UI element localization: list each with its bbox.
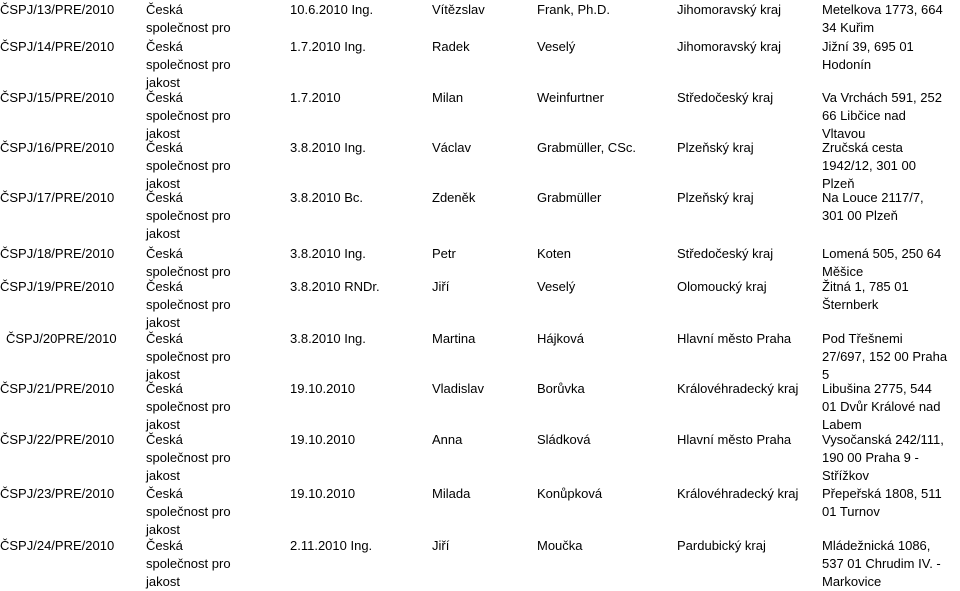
cell-date-title: 2.11.2010 Ing.: [290, 538, 373, 553]
cell-region: Pardubický kraj: [677, 538, 766, 553]
cell-last-name: Veselý: [537, 39, 576, 54]
cell-first-name: Milada: [432, 486, 471, 501]
cell-address: Jižní 39, 695 01 Hodonín: [822, 39, 914, 72]
cell-region: Jihomoravský kraj: [677, 2, 782, 17]
cell-date-title: 10.6.2010 Ing.: [290, 2, 374, 17]
cell-last-name: Sládková: [537, 432, 591, 447]
cell-registration-number: ČSPJ/17/PRE/2010: [0, 190, 115, 205]
cell-registration-number: ČSPJ/23/PRE/2010: [0, 486, 115, 501]
cell-region: Hlavní město Praha: [677, 331, 792, 346]
cell-address: Libušina 2775, 544 01 Dvůr Králové nad Labem: [822, 381, 941, 432]
cell-address: Pod Třešnemi 27/697, 152 00 Praha 5: [822, 331, 948, 382]
cell-address: Zručská cesta 1942/12, 301 00 Plzeň: [822, 140, 916, 191]
cell-date-title: 1.7.2010 Ing.: [290, 39, 366, 54]
cell-last-name: Weinfurtner: [537, 90, 604, 105]
cell-address: Žitná 1, 785 01 Šternberk: [822, 279, 909, 312]
cell-organization: Česká společnost pro jakost: [146, 381, 231, 432]
cell-registration-number: ČSPJ/16/PRE/2010: [0, 140, 115, 155]
cell-address: Lomená 505, 250 64 Měšice: [822, 246, 942, 279]
cell-organization: Česká společnost pro: [146, 2, 231, 35]
cell-last-name: Hájková: [537, 331, 584, 346]
cell-first-name: Milan: [432, 90, 464, 105]
cell-region: Plzeňský kraj: [677, 140, 754, 155]
cell-date-title: 19.10.2010: [290, 432, 356, 447]
cell-registration-number: ČSPJ/18/PRE/2010: [0, 246, 115, 261]
cell-organization: Česká společnost pro jakost: [146, 538, 231, 589]
cell-region: Hlavní město Praha: [677, 432, 792, 447]
cell-date-title: 19.10.2010: [290, 381, 356, 396]
cell-last-name: Frank, Ph.D.: [537, 2, 610, 17]
cell-date-title: 3.8.2010 RNDr.: [290, 279, 380, 294]
cell-date-title: 3.8.2010 Ing.: [290, 246, 366, 261]
cell-region: Královéhradecký kraj: [677, 381, 799, 396]
cell-organization: Česká společnost pro: [146, 246, 231, 279]
cell-organization: Česká společnost pro jakost: [146, 190, 231, 241]
cell-address: Mládežnická 1086, 537 01 Chrudim IV. - Markovice: [822, 538, 941, 589]
cell-last-name: Moučka: [537, 538, 583, 553]
cell-region: Jihomoravský kraj: [677, 39, 782, 54]
cell-last-name: Veselý: [537, 279, 576, 294]
cell-first-name: Václav: [432, 140, 472, 155]
cell-registration-number: ČSPJ/22/PRE/2010: [0, 432, 115, 447]
cell-organization: Česká společnost pro jakost: [146, 39, 231, 90]
cell-last-name: Konůpková: [537, 486, 603, 501]
cell-last-name: Grabmüller: [537, 190, 602, 205]
cell-first-name: Vítězslav: [432, 2, 485, 17]
cell-region: Středočeský kraj: [677, 90, 774, 105]
cell-address: Metelkova 1773, 664 34 Kuřim: [822, 2, 943, 35]
cell-registration-number: ČSPJ/24/PRE/2010: [0, 538, 115, 553]
cell-address: Va Vrchách 591, 252 66 Libčice nad Vltavou: [822, 90, 942, 141]
cell-date-title: 3.8.2010 Bc.: [290, 190, 363, 205]
cell-registration-number: ČSPJ/15/PRE/2010: [0, 90, 115, 105]
cell-region: Královéhradecký kraj: [677, 486, 799, 501]
cell-region: Plzeňský kraj: [677, 190, 754, 205]
cell-first-name: Jiří: [432, 279, 450, 294]
cell-date-title: 3.8.2010 Ing.: [290, 331, 366, 346]
cell-last-name: Borůvka: [537, 381, 585, 396]
cell-registration-number: ČSPJ/20PRE/2010: [6, 331, 117, 346]
cell-region: Olomoucký kraj: [677, 279, 767, 294]
cell-first-name: Vladislav: [432, 381, 485, 396]
cell-first-name: Radek: [432, 39, 470, 54]
cell-first-name: Jiří: [432, 538, 450, 553]
cell-first-name: Anna: [432, 432, 463, 447]
cell-date-title: 19.10.2010: [290, 486, 356, 501]
cell-registration-number: ČSPJ/14/PRE/2010: [0, 39, 115, 54]
cell-last-name: Koten: [537, 246, 571, 261]
cell-organization: Česká společnost pro jakost: [146, 140, 231, 191]
cell-organization: Česká společnost pro jakost: [146, 90, 231, 141]
cell-address: Na Louce 2117/7, 301 00 Plzeň: [822, 190, 924, 223]
cell-organization: Česká společnost pro jakost: [146, 279, 231, 330]
cell-date-title: 3.8.2010 Ing.: [290, 140, 366, 155]
cell-organization: Česká společnost pro jakost: [146, 331, 231, 382]
cell-address: Vysočanská 242/111, 190 00 Praha 9 - Střížkov: [822, 432, 944, 483]
cell-organization: Česká společnost pro jakost: [146, 432, 231, 483]
cell-region: Středočeský kraj: [677, 246, 774, 261]
cell-first-name: Martina: [432, 331, 476, 346]
cell-address: Přepeřská 1808, 511 01 Turnov: [822, 486, 942, 519]
cell-registration-number: ČSPJ/19/PRE/2010: [0, 279, 115, 294]
cell-date-title: 1.7.2010: [290, 90, 341, 105]
cell-first-name: Zdeněk: [432, 190, 476, 205]
cell-registration-number: ČSPJ/21/PRE/2010: [0, 381, 115, 396]
cell-first-name: Petr: [432, 246, 456, 261]
cell-organization: Česká společnost pro jakost: [146, 486, 231, 537]
cell-last-name: Grabmüller, CSc.: [537, 140, 636, 155]
cell-registration-number: ČSPJ/13/PRE/2010: [0, 2, 115, 17]
